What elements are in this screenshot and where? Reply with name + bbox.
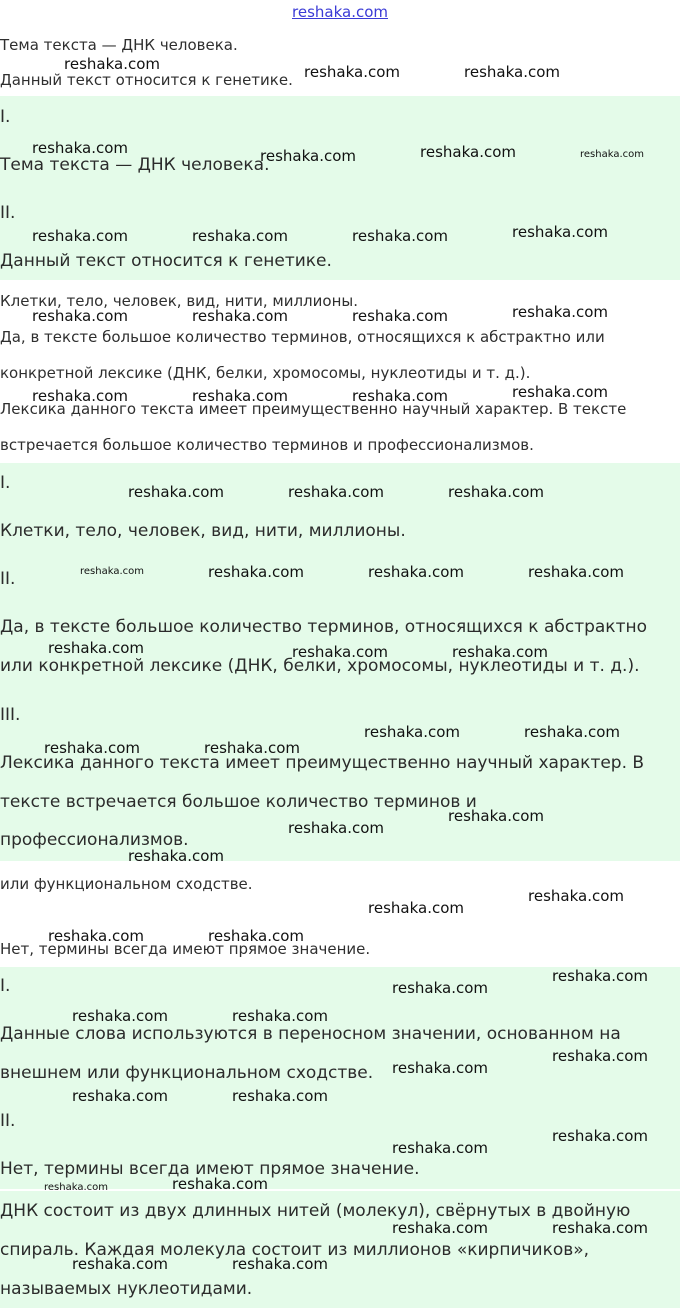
watermark: reshaka.com xyxy=(552,967,648,985)
answer-text: Клетки, тело, человек, вид, нити, миллионы. xyxy=(0,521,406,541)
watermark: reshaka.com xyxy=(44,1182,108,1193)
answer-number: I. xyxy=(0,107,11,127)
answer-text: Лексика данного текста имеет преимущественно научный характер. В xyxy=(0,753,645,773)
watermark: reshaka.com xyxy=(288,819,384,837)
answer-text: называемых нуклеотидами. xyxy=(0,1279,253,1299)
answer-text: профессионализмов. xyxy=(0,830,189,850)
watermark: reshaka.com xyxy=(72,1255,168,1273)
watermark: reshaka.com xyxy=(64,55,160,73)
watermark: reshaka.com xyxy=(512,303,608,321)
answer-text: Данные слова используются в переносном значении, основанном на xyxy=(0,1024,621,1044)
answer-text: тексте встречается большое количество терминов и xyxy=(0,792,477,812)
watermark: reshaka.com xyxy=(192,307,288,325)
answer-number: III. xyxy=(0,705,21,725)
watermark: reshaka.com xyxy=(172,1175,268,1193)
watermark: reshaka.com xyxy=(32,139,128,157)
watermark: reshaka.com xyxy=(232,1255,328,1273)
watermark: reshaka.com xyxy=(260,147,356,165)
watermark: reshaka.com xyxy=(528,887,624,905)
answer-number: II. xyxy=(0,203,16,223)
watermark: reshaka.com xyxy=(72,1087,168,1105)
watermark: reshaka.com xyxy=(44,739,140,757)
watermark: reshaka.com xyxy=(208,563,304,581)
watermark: reshaka.com xyxy=(392,1219,488,1237)
watermark: reshaka.com xyxy=(352,227,448,245)
intro-line-2: Данный текст относится к генетике. xyxy=(0,71,293,89)
task-line: Да, в тексте большое количество терминов, относящихся к абстрактно или xyxy=(0,328,605,346)
watermark: reshaka.com xyxy=(392,1139,488,1157)
watermark: reshaka.com xyxy=(80,566,144,577)
watermark: reshaka.com xyxy=(128,847,224,865)
watermark: reshaka.com xyxy=(352,307,448,325)
task-line: Лексика данного текста имеет преимущественно научный характер. В тексте xyxy=(0,400,627,418)
watermark: reshaka.com xyxy=(32,227,128,245)
site-header xyxy=(0,2,680,22)
answer-text: или конкретной лексике (ДНК, белки, хромосомы, нуклеотиды и т. д.). xyxy=(0,656,640,676)
watermark: reshaka.com xyxy=(32,307,128,325)
answer-text: Данный текст относится к генетике. xyxy=(0,251,332,271)
answer-block-1 xyxy=(0,96,680,280)
watermark: reshaka.com xyxy=(552,1219,648,1237)
task-line: конкретной лексике (ДНК, белки, хромосомы, нуклеотиды и т. д.). xyxy=(0,364,531,382)
answer-text: ДНК состоит из двух длинных нитей (молекул), свёрнутых в двойную xyxy=(0,1201,631,1221)
watermark: reshaka.com xyxy=(192,387,288,405)
task-line: Клетки, тело, человек, вид, нити, миллионы. xyxy=(0,292,358,310)
watermark: reshaka.com xyxy=(448,483,544,501)
watermark: reshaka.com xyxy=(292,643,388,661)
watermark: reshaka.com xyxy=(232,1007,328,1025)
answer-text: Тема текста — ДНК человека. xyxy=(0,155,270,175)
watermark: reshaka.com xyxy=(464,63,560,81)
answer-text: внешнем или функциональном сходстве. xyxy=(0,1063,374,1083)
watermark: reshaka.com xyxy=(288,483,384,501)
watermark: reshaka.com xyxy=(524,723,620,741)
watermark: reshaka.com xyxy=(552,1127,648,1145)
answer-number: I. xyxy=(0,976,11,996)
watermark: reshaka.com xyxy=(204,739,300,757)
answer-number: II. xyxy=(0,1111,16,1131)
watermark: reshaka.com xyxy=(32,387,128,405)
watermark: reshaka.com xyxy=(452,643,548,661)
answer-text: спираль. Каждая молекула состоит из миллионов «кирпичиков», xyxy=(0,1240,590,1260)
watermark: reshaka.com xyxy=(192,227,288,245)
watermark: reshaka.com xyxy=(368,563,464,581)
watermark: reshaka.com xyxy=(368,899,464,917)
answer-number: I. xyxy=(0,473,11,493)
task-section-3 xyxy=(0,861,680,967)
watermark: reshaka.com xyxy=(512,223,608,241)
watermark: reshaka.com xyxy=(72,1007,168,1025)
answer-block-2 xyxy=(0,463,680,861)
watermark: reshaka.com xyxy=(528,563,624,581)
watermark: reshaka.com xyxy=(48,927,144,945)
answer-number: II. xyxy=(0,569,16,589)
watermark: reshaka.com xyxy=(392,1059,488,1077)
watermark: reshaka.com xyxy=(512,383,608,401)
answer-block-3 xyxy=(0,967,680,1189)
watermark: reshaka.com xyxy=(448,807,544,825)
watermark: reshaka.com xyxy=(552,1047,648,1065)
intro-line-1: Тема текста — ДНК человека. xyxy=(0,36,238,54)
watermark: reshaka.com xyxy=(580,149,644,160)
task-line: встречается большое количество терминов и профессионализмов. xyxy=(0,436,534,454)
watermark: reshaka.com xyxy=(232,1087,328,1105)
watermark: reshaka.com xyxy=(128,483,224,501)
answer-text: Нет, термины всегда имеют прямое значение. xyxy=(0,1159,420,1179)
watermark: reshaka.com xyxy=(420,143,516,161)
watermark: reshaka.com xyxy=(352,387,448,405)
watermark: reshaka.com xyxy=(304,63,400,81)
task-line: Нет, термины всегда имеют прямое значение. xyxy=(0,940,371,958)
answer-text: Да, в тексте большое количество терминов, относящихся к абстрактно xyxy=(0,617,647,637)
task-line: или функциональном сходстве. xyxy=(0,875,253,893)
watermark: reshaka.com xyxy=(364,723,460,741)
site-link[interactable]: reshaka.com xyxy=(292,3,388,21)
watermark: reshaka.com xyxy=(208,927,304,945)
watermark: reshaka.com xyxy=(392,979,488,997)
watermark: reshaka.com xyxy=(48,639,144,657)
answer-block-4 xyxy=(0,1191,680,1308)
